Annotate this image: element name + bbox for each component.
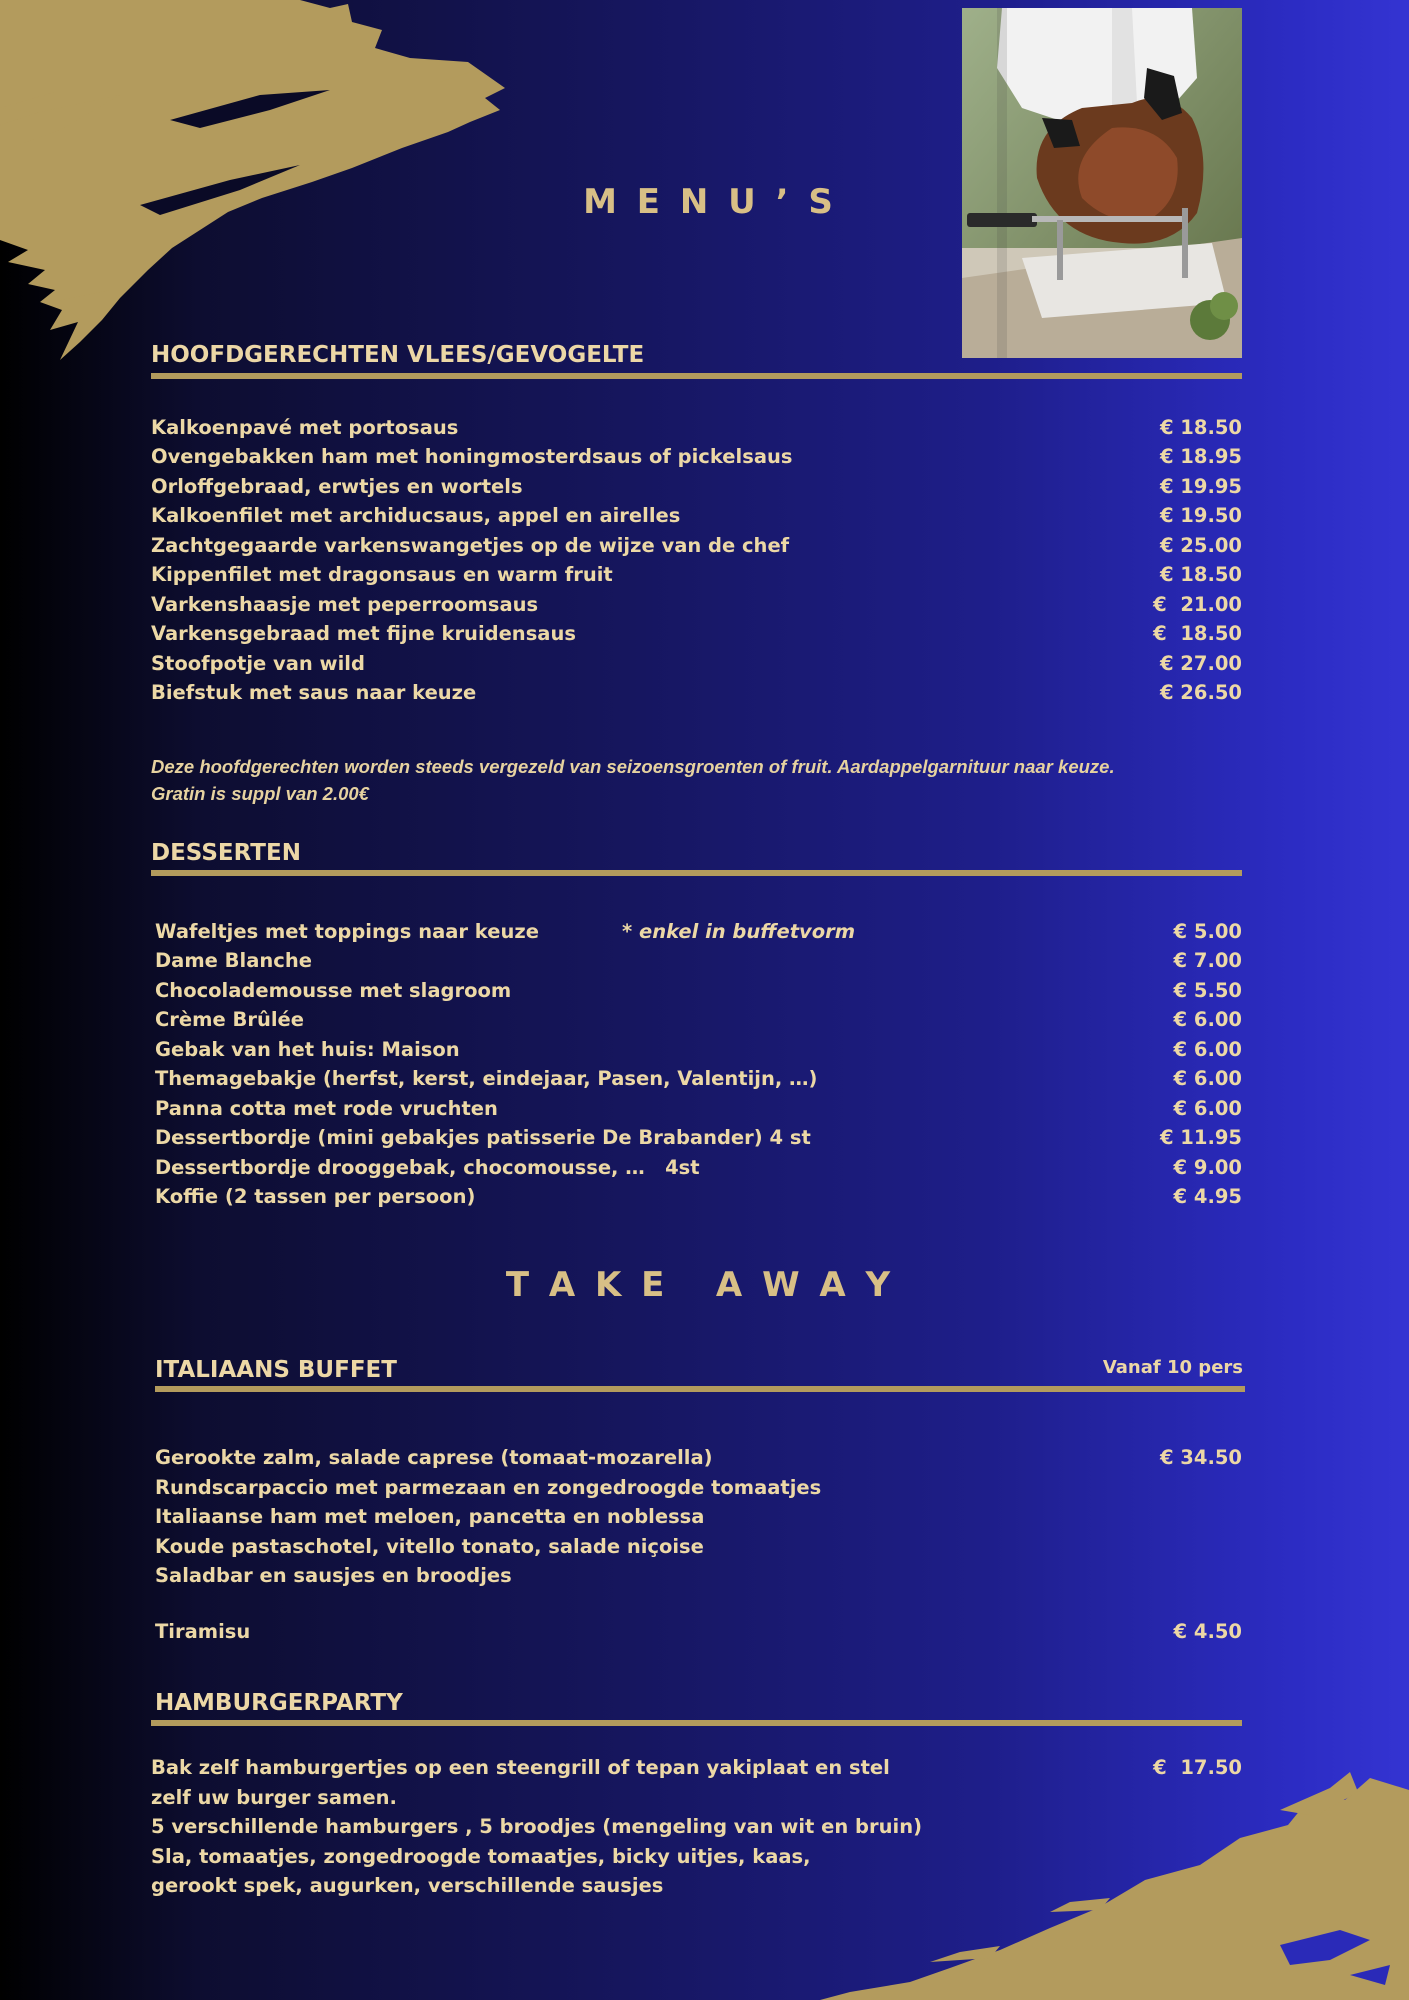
dessert-item-price: € 4.95	[1173, 1185, 1242, 1208]
main-course-item-name: Kalkoenfilet met archiducsaus, appel en airelles	[151, 504, 681, 527]
gold-brush-stroke-bottom	[810, 1770, 1409, 2000]
dessert-item-price: € 6.00	[1173, 1037, 1242, 1061]
dessert-item-name: Themagebakje (herfst, kerst, eindejaar, Pasen, Valentijn, …)	[155, 1067, 818, 1090]
dessert-item-name: Dessertbordje (mini gebakjes patisserie De Brabander) 4 st	[155, 1126, 811, 1149]
main-courses-heading: HOOFDGERECHTEN VLEES/GEVOGELTE	[151, 342, 645, 368]
dessert-item-name: Gebak van het huis: Maison	[155, 1037, 460, 1061]
hamburger-party-line: Sla, tomaatjes, zongedroogde tomaatjes, bicky uitjes, kaas,	[151, 1844, 811, 1868]
main-course-item-name: Stoofpotje van wild	[151, 651, 365, 675]
desserts-divider	[151, 870, 1242, 876]
italian-buffet-line: Saladbar en sausjes en broodjes	[155, 1564, 512, 1587]
main-course-item-price: € 26.50	[1159, 681, 1242, 704]
dessert-item	[155, 916, 1242, 946]
dessert-item	[155, 1034, 1242, 1064]
main-course-item	[151, 530, 1242, 560]
dessert-item-name: Wafeltjes met toppings naar keuze	[155, 919, 539, 943]
main-course-item-price: € 18.50	[1153, 622, 1242, 645]
tiramisu-name: Tiramisu	[155, 1620, 251, 1643]
dessert-item	[155, 975, 1242, 1005]
dessert-item-name: Chocolademousse met slagroom	[155, 978, 512, 1002]
main-course-item-name: Biefstuk met saus naar keuze	[151, 681, 477, 704]
hamburger-party-line: zelf uw burger samen.	[151, 1785, 397, 1809]
main-course-item-name: Varkensgebraad met fijne kruidensaus	[151, 622, 576, 645]
italian-buffet-divider	[155, 1386, 1245, 1392]
hamburger-party-price: € 17.50	[1153, 1756, 1242, 1779]
main-course-item	[151, 678, 1242, 708]
main-course-item-price: € 18.50	[1159, 415, 1242, 439]
dessert-item	[155, 1152, 1242, 1182]
main-course-item	[151, 501, 1242, 531]
dessert-item-price: € 5.50	[1173, 978, 1242, 1002]
dessert-item	[155, 1182, 1242, 1212]
main-course-item-name: Zachtgegaarde varkenswangetjes op de wijze van de chef	[151, 533, 790, 557]
main-course-item	[151, 589, 1242, 619]
dessert-item	[155, 1093, 1242, 1123]
main-course-item-name: Orloffgebraad, erwtjes en wortels	[151, 474, 523, 498]
main-course-item-price: € 18.95	[1159, 445, 1242, 468]
main-course-item	[151, 412, 1242, 442]
main-course-item-price: € 18.50	[1159, 563, 1242, 586]
dessert-item	[155, 1123, 1242, 1153]
tiramisu-price: € 4.50	[1173, 1620, 1242, 1643]
main-course-item	[151, 619, 1242, 649]
menus-title: M E N U ’ S	[583, 182, 837, 222]
dessert-item-price: € 6.00	[1173, 1008, 1242, 1031]
main-course-item-price: € 25.00	[1159, 533, 1242, 557]
desserts-heading: DESSERTEN	[151, 840, 301, 866]
dessert-item-name: Crème Brûlée	[155, 1008, 304, 1031]
main-course-item-price: € 19.50	[1159, 504, 1242, 527]
dessert-item-price: € 11.95	[1159, 1126, 1242, 1149]
dessert-item	[155, 1064, 1242, 1094]
main-course-item	[151, 560, 1242, 590]
italian-buffet-heading: ITALIAANS BUFFET	[155, 1357, 397, 1383]
dessert-item-price: € 7.00	[1173, 949, 1242, 972]
hamburger-party-divider	[151, 1720, 1242, 1726]
dessert-item-name: Panna cotta met rode vruchten	[155, 1096, 498, 1120]
main-course-item-price: € 27.00	[1159, 651, 1242, 675]
dessert-item-price: € 5.00	[1173, 919, 1242, 943]
main-course-item-price: € 19.95	[1159, 474, 1242, 498]
italian-buffet-line: Gerookte zalm, salade caprese (tomaat-mozarella)	[155, 1446, 713, 1469]
dessert-item-price: € 9.00	[1173, 1155, 1242, 1179]
italian-buffet-price: € 34.50	[1159, 1446, 1242, 1469]
main-course-item-name: Kalkoenpavé met portosaus	[151, 415, 459, 439]
main-course-item	[151, 442, 1242, 472]
gratin-note: Gratin is suppl van 2.00€	[151, 783, 369, 804]
min-persons-label: Vanaf 10 pers	[1102, 1357, 1243, 1378]
italian-buffet-line: Koude pastaschotel, vitello tonato, salade niçoise	[155, 1534, 704, 1558]
hamburger-party-heading: HAMBURGERPARTY	[155, 1690, 403, 1716]
take-away-title: T A K E A W A Y	[505, 1265, 895, 1305]
main-course-item-price: € 21.00	[1153, 592, 1242, 616]
dessert-item-name: Dessertbordje drooggebak, chocomousse, … 4st	[155, 1155, 700, 1179]
dessert-item-name: Koffie (2 tassen per persoon)	[155, 1185, 476, 1208]
dessert-item	[155, 1005, 1242, 1035]
dessert-item-note: * enkel in buffetvorm	[622, 919, 856, 943]
main-course-item-name: Kippenfilet met dragonsaus en warm fruit	[151, 563, 613, 586]
dessert-item	[155, 946, 1242, 976]
hamburger-party-line: 5 verschillende hamburgers , 5 broodjes (mengeling van wit en bruin)	[151, 1815, 922, 1838]
dessert-item-price: € 6.00	[1173, 1067, 1242, 1090]
italian-buffet-line: Rundscarpaccio met parmezaan en zongedroogde tomaatjes	[155, 1475, 822, 1499]
hamburger-party-line: Bak zelf hamburgertjes op een steengrill of tepan yakiplaat en stel	[151, 1756, 890, 1779]
italian-buffet-line: Italiaanse ham met meloen, pancetta en noblessa	[155, 1505, 705, 1528]
dessert-item-name: Dame Blanche	[155, 949, 312, 972]
main-courses-divider	[151, 373, 1242, 379]
hamburger-party-line: gerookt spek, augurken, verschillende sausjes	[151, 1874, 664, 1897]
dessert-item-price: € 6.00	[1173, 1096, 1242, 1120]
main-course-item	[151, 648, 1242, 678]
main-courses-note: Deze hoofdgerechten worden steeds vergezeld van seizoensgroenten of fruit. Aardappelgarnituur naar keuze.	[151, 756, 1115, 777]
main-course-item-name: Ovengebakken ham met honingmosterdsaus of pickelsaus	[151, 445, 793, 468]
main-course-item-name: Varkenshaasje met peperroomsaus	[151, 592, 539, 616]
main-course-item	[151, 471, 1242, 501]
